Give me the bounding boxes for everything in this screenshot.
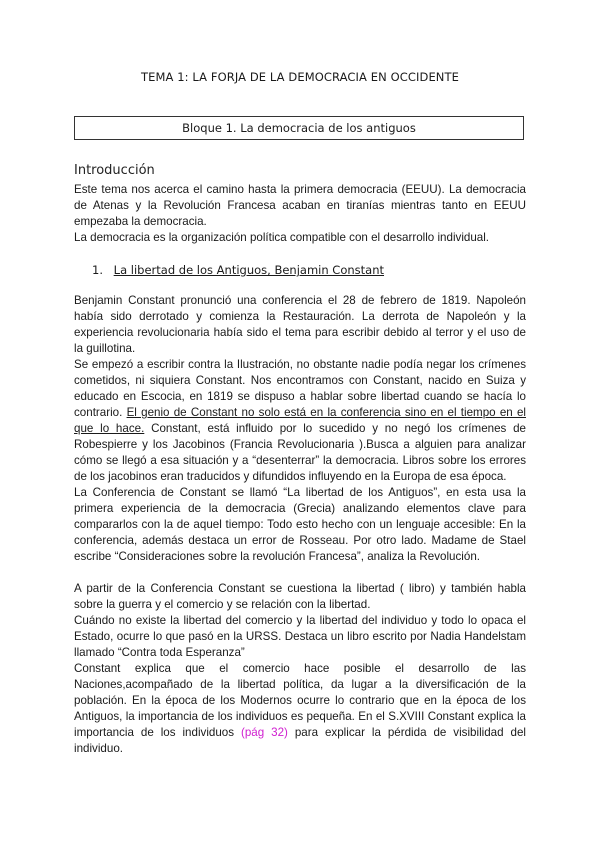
section-number: 1. xyxy=(92,263,103,277)
paragraph: Benjamin Constant pronunció una conferencia el 28 de febrero de 1819. Napoleón había sido derrotado y comienza la Restauración. La derrota de Napoleón y la experiencia revolucionaria había sido el tema para escribir debido al terror y el uso de la guillotina. xyxy=(74,294,526,355)
paragraph-text: para explicar la pérdida de visibilidad del individuo. xyxy=(74,726,526,755)
intro-heading: Introducción xyxy=(74,163,155,178)
underlined-text: El genio de Constant no solo está en la conferencia sino en el tiempo en el que lo hace. xyxy=(74,406,526,435)
paragraph-text: Constant, está influido por lo sucedido y no negó los crímenes de Robespierre y los Jacobinos (Francia Revolucionaria ).Busca a alguien para analizar cómo se llegó a esa situación y a “desenterrar” la democracia. Libros sobre los errores de los jacobinos eran traducidos y difundidos influyendo en la Europa de esa época. xyxy=(74,422,527,483)
intro-text xyxy=(74,182,526,246)
document-title: TEMA 1: LA FORJA DE LA DEMOCRACIA EN OCCIDENTE xyxy=(140,70,459,84)
paragraph: A partir de la Conferencia Constant se cuestiona la libertad ( libro) y también habla sobre la guerra y el comercio y se relación con la libertad. xyxy=(74,582,526,611)
paragraph xyxy=(74,661,526,757)
paragraph xyxy=(74,357,526,485)
intro-paragraph: Este tema nos acerca el camino hasta la primera democracia (EEUU). La democracia de Atenas y la Revolución Francesa acaban en tiranías mientras tanto en EEUU empezaba la democracia. xyxy=(74,183,526,228)
paragraph: Cuándo no existe la libertad del comercio y la libertad del individuo y todo lo opaca el Estado, ocurre lo que pasó en la URSS. Destaca un libro escrito por Nadia Handelstam llamado “Contra toda Esperanza” xyxy=(74,614,526,659)
block-title: Bloque 1. La democracia de los antiguos xyxy=(182,121,416,135)
paragraph-text: Constant explica que el comercio hace posible el desarrollo de las Naciones,acompañado de la libertad política, da lugar a la diversificación de la población. En la época de los Modernos ocurre lo contrario que en la época de los Antiguos, la importancia de los individuos es pequeña. En el S.XVIII Constant explica la importancia de los individuos xyxy=(74,662,526,739)
paragraph: La Conferencia de Constant se llamó “La libertad de los Antiguos”, en esta usa la primera experiencia de la democracia (Grecia) analizando elementos clave para compararlos con la de aquel tiempo: Todo esto hecho con un lenguaje accesible: En la conferencia, además destaca un error de Rosseau. Por otro lado. Madame de Stael escribe “Consideraciones sobre la revolución Francesa”, analiza la Revolución. xyxy=(74,486,526,563)
section-body xyxy=(74,293,526,757)
page-reference: (pág 32) xyxy=(240,726,288,739)
section-heading xyxy=(92,263,384,277)
block-title-box xyxy=(74,116,524,140)
paragraph-gap xyxy=(74,565,526,581)
section-title: La libertad de los Antiguos, Benjamin Constant xyxy=(113,263,385,277)
paragraph-text: Se empezó a escribir contra la Ilustración, no obstante nadie podía negar los crímenes cometidos, ni siquiera Constant. Nos encontramos con Constant, nacido en Suiza y educado en Escocia, en 1819 se dispuso a hablar sobre libertad cuando se hacía lo contrario. xyxy=(74,358,526,419)
intro-paragraph: La democracia es la organización política compatible con el desarrollo individual. xyxy=(74,231,490,244)
